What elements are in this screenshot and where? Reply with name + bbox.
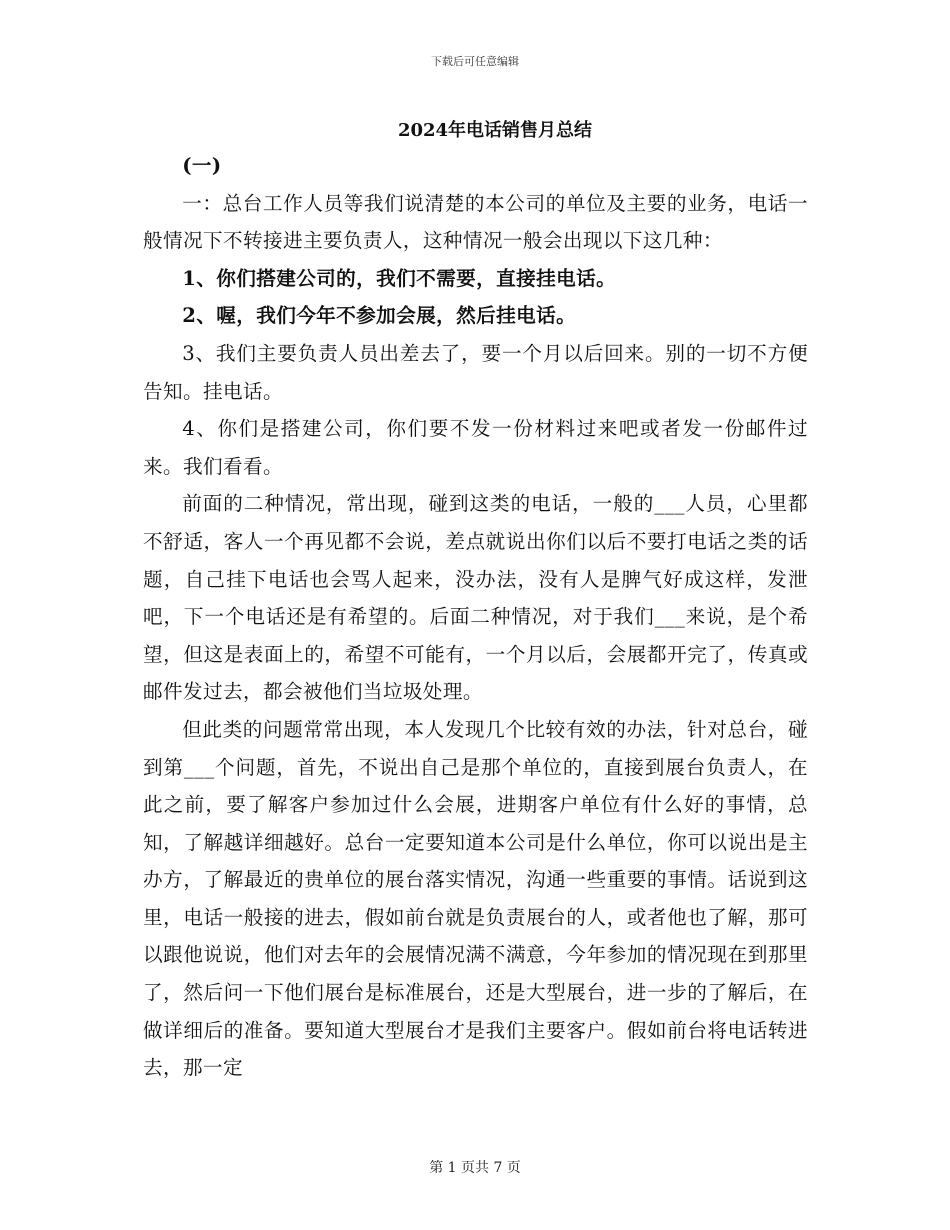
paragraph: 但此类的问题常常出现，本人发现几个比较有效的办法，针对总台，碰到第___个问题，首先，不说出自己是那个单位的，直接到展台负责人，在此之前，要了解客户参加过什么会展，进期客户单位有什么好的事情，总知，了解越详细越好。总台一定要知道本公司是什么单位，你可以说出是主办方，了解最近的贵单位的展台落实情况，沟通一些重要的事情。话说到这里，电话一般接的进去，假如前台就是负责展台的人，或者他也了解，那可以跟他说说，他们对去年的会展情况满不满意，今年参加的情况现在到那里了，然后问一下他们展台是标准展台，还是大型展台，进一步的了解后，在做详细后的准备。要知道大型展台才是我们主要客户。假如前台将电话转进去，那一定 — [143, 717, 808, 1080]
section-heading: (一) — [182, 154, 222, 177]
list-item: 3、我们主要负责人员出差去了，要一个月以后回来。别的一切不方便告知。挂电话。 — [143, 341, 808, 403]
document-body — [143, 147, 808, 1087]
paragraph: 一：总台工作人员等我们说清楚的本公司的单位及主要的业务，电话一般情况下不转接进主要负责人，这种情况一般会出现以下这几种： — [143, 191, 808, 253]
list-item: 2、喔，我们今年不参加会展，然后挂电话。 — [182, 304, 577, 328]
page-number: 第 1 页共 7 页 — [429, 1160, 521, 1176]
document-title: 2024年电话销售月总结 — [397, 120, 593, 141]
paragraph: 前面的二种情况，常出现，碰到这类的电话，一般的___人员，心里都不舒适，客人一个再见都不会说，差点就说出你们以后不要打电话之类的话题，自己挂下电话也会骂人起来，没办法，没有人是脾气好成这样，发泄吧，下一个电话还是有希望的。后面二种情况，对于我们___来说，是个希望，但这是表面上的，希望不可能有，一个月以后，会展都开完了，传真或邮件发过去，都会被他们当垃圾处理。 — [143, 492, 808, 704]
list-item: 1、你们搭建公司的，我们不需要，直接挂电话。 — [182, 266, 617, 290]
header-note: 下载后可任意编辑 — [431, 55, 519, 68]
list-item: 4、你们是搭建公司，你们要不发一份材料过来吧或者发一份邮件过来。我们看看。 — [143, 417, 808, 478]
